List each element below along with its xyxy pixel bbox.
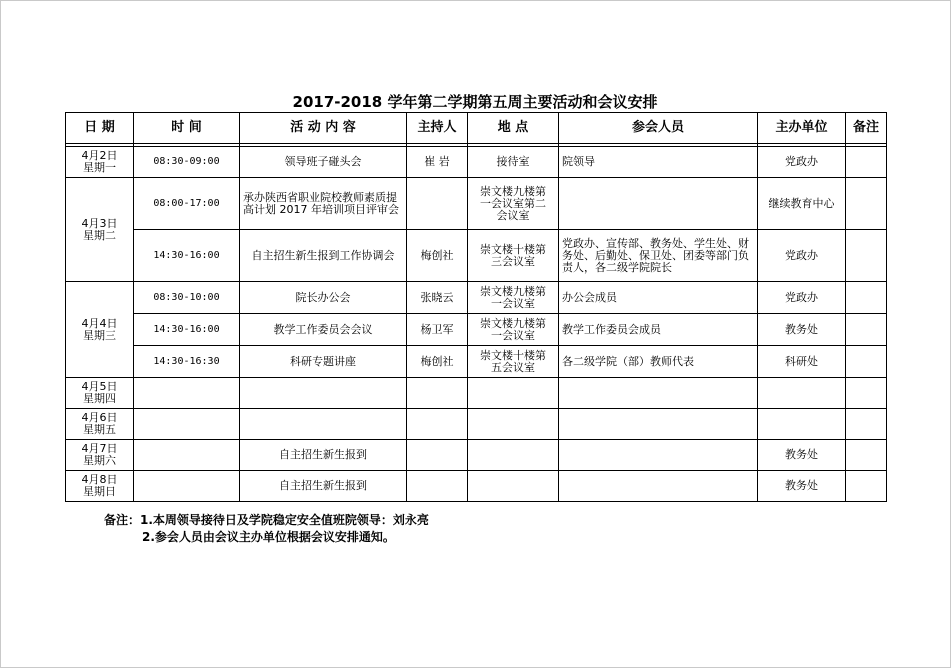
table-row <box>66 282 887 314</box>
attendees-cell: 各二级学院（部）教师代表 <box>559 346 758 378</box>
host-cell: 杨卫军 <box>407 314 468 346</box>
content-cell: 教学工作委员会会议 <box>240 314 407 346</box>
remark-cell <box>846 346 887 378</box>
remark-cell <box>846 147 887 178</box>
table-row <box>66 147 887 178</box>
organizer-cell: 教务处 <box>758 440 846 471</box>
header-place: 地 点 <box>468 113 559 144</box>
organizer-cell: 科研处 <box>758 346 846 378</box>
place-cell: 接待室 <box>468 147 559 178</box>
content-cell: 承办陕西省职业院校教师素质提高计划 2017 年培训项目评审会 <box>240 178 407 230</box>
schedule-table <box>65 112 887 502</box>
attendees-cell: 办公会成员 <box>559 282 758 314</box>
table-row <box>66 471 887 502</box>
remark-cell <box>846 230 887 282</box>
place-cell: 崇文楼十楼第五会议室 <box>468 346 559 378</box>
place-cell: 崇文楼十楼第三会议室 <box>468 230 559 282</box>
content-cell <box>240 409 407 440</box>
host-cell <box>407 378 468 409</box>
content-cell <box>240 378 407 409</box>
host-cell: 张晓云 <box>407 282 468 314</box>
content-cell: 自主招生新生报到 <box>240 440 407 471</box>
attendees-cell <box>559 378 758 409</box>
time-cell: 14:30-16:00 <box>134 314 240 346</box>
header-attendees: 参会人员 <box>559 113 758 144</box>
time-cell: 08:00-17:00 <box>134 178 240 230</box>
header-date: 日 期 <box>66 113 134 144</box>
remark-cell <box>846 378 887 409</box>
attendees-cell <box>559 409 758 440</box>
organizer-cell <box>758 378 846 409</box>
content-cell: 院长办公会 <box>240 282 407 314</box>
attendees-cell: 院领导 <box>559 147 758 178</box>
host-cell: 梅创社 <box>407 346 468 378</box>
remark-cell <box>846 178 887 230</box>
organizer-cell: 党政办 <box>758 282 846 314</box>
attendees-cell <box>559 178 758 230</box>
header-content: 活 动 内 容 <box>240 113 407 144</box>
organizer-cell: 继续教育中心 <box>758 178 846 230</box>
attendees-cell: 党政办、宣传部、教务处、学生处、财务处、后勤处、保卫处、团委等部门负责人，各二级学院院长 <box>559 230 758 282</box>
host-cell <box>407 471 468 502</box>
place-cell <box>468 378 559 409</box>
organizer-cell: 教务处 <box>758 314 846 346</box>
remark-cell <box>846 409 887 440</box>
content-cell: 科研专题讲座 <box>240 346 407 378</box>
attendees-cell <box>559 471 758 502</box>
time-cell <box>134 471 240 502</box>
organizer-cell: 党政办 <box>758 147 846 178</box>
date-cell: 4月3日 星期二 <box>66 178 134 282</box>
note-line-2: 2.参会人员由会议主办单位根据会议安排通知。 <box>142 530 395 544</box>
table-row <box>66 409 887 440</box>
time-cell <box>134 440 240 471</box>
remark-cell <box>846 282 887 314</box>
time-cell: 14:30-16:30 <box>134 346 240 378</box>
place-cell <box>468 440 559 471</box>
time-cell <box>134 409 240 440</box>
remark-cell <box>846 314 887 346</box>
place-cell <box>468 471 559 502</box>
note-line-1: 备注：1.本周领导接待日及学院稳定安全值班院领导：刘永亮 <box>104 513 429 527</box>
attendees-cell <box>559 440 758 471</box>
date-cell: 4月7日 星期六 <box>66 440 134 471</box>
table-row <box>66 178 887 230</box>
date-cell: 4月8日 星期日 <box>66 471 134 502</box>
date-cell: 4月2日 星期一 <box>66 147 134 178</box>
header-time: 时 间 <box>134 113 240 144</box>
host-cell <box>407 440 468 471</box>
organizer-cell: 教务处 <box>758 471 846 502</box>
organizer-cell <box>758 409 846 440</box>
remark-cell <box>846 471 887 502</box>
table-row <box>66 440 887 471</box>
host-cell: 梅创社 <box>407 230 468 282</box>
table-header-row <box>66 113 887 144</box>
host-cell <box>407 178 468 230</box>
content-cell: 自主招生新生报到工作协调会 <box>240 230 407 282</box>
header-remark: 备注 <box>846 113 887 144</box>
header-host: 主持人 <box>407 113 468 144</box>
place-cell <box>468 409 559 440</box>
time-cell: 08:30-10:00 <box>134 282 240 314</box>
time-cell: 14:30-16:00 <box>134 230 240 282</box>
place-cell: 崇文楼九楼第一会议室 <box>468 314 559 346</box>
header-organizer: 主办单位 <box>758 113 846 144</box>
organizer-cell: 党政办 <box>758 230 846 282</box>
table-row <box>66 314 887 346</box>
content-cell: 自主招生新生报到 <box>240 471 407 502</box>
place-cell: 崇文楼九楼第一会议室 <box>468 282 559 314</box>
host-cell <box>407 409 468 440</box>
attendees-cell: 教学工作委员会成员 <box>559 314 758 346</box>
table-row <box>66 378 887 409</box>
date-cell: 4月4日 星期三 <box>66 282 134 378</box>
date-cell: 4月5日 星期四 <box>66 378 134 409</box>
place-cell: 崇文楼九楼第一会议室第二会议室 <box>468 178 559 230</box>
content-cell: 领导班子碰头会 <box>240 147 407 178</box>
page-title: 2017-2018 学年第二学期第五周主要活动和会议安排 <box>292 93 658 111</box>
footnotes <box>104 512 429 546</box>
table-row <box>66 230 887 282</box>
time-cell <box>134 378 240 409</box>
remark-cell <box>846 440 887 471</box>
time-cell: 08:30-09:00 <box>134 147 240 178</box>
date-cell: 4月6日 星期五 <box>66 409 134 440</box>
table-row <box>66 346 887 378</box>
host-cell: 崔 岩 <box>407 147 468 178</box>
